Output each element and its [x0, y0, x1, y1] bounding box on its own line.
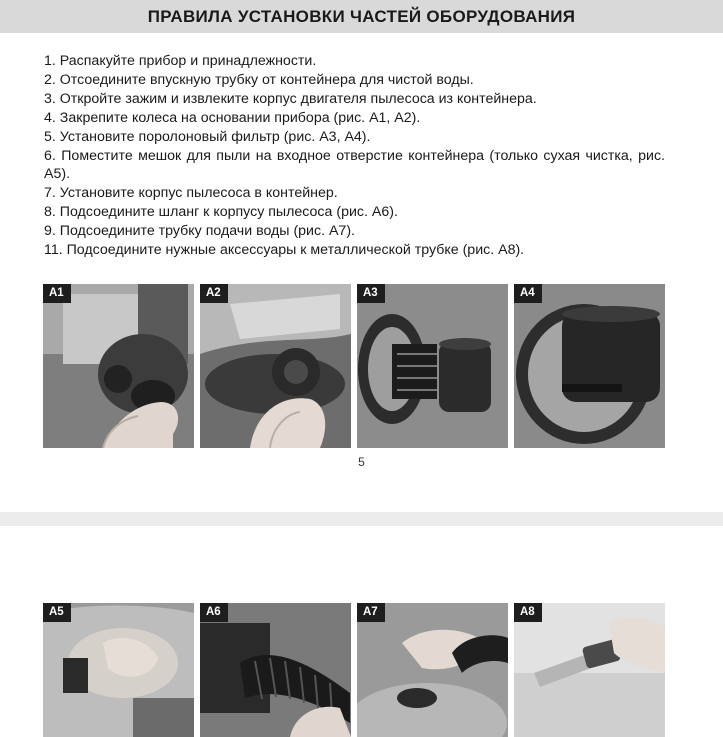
figure-a7 — [357, 603, 508, 737]
figure-a4 — [514, 284, 665, 448]
step-item: 9. Подсоедините трубку подачи воды (рис. А7). — [44, 223, 355, 240]
water-tube-photo — [357, 603, 508, 737]
foam-filter-photo — [357, 284, 508, 448]
hose-connect-photo — [200, 603, 351, 737]
page-title: ПРАВИЛА УСТАНОВКИ ЧАСТЕЙ ОБОРУДОВАНИЯ — [147, 6, 576, 26]
step-item: 4. Закрепите колеса на основании прибора (рис. А1, А2). — [44, 109, 421, 126]
step-item: 2. Отсоедините впускную трубку от контейнера для чистой воды. — [44, 71, 474, 88]
figure-row-top — [43, 284, 666, 448]
figure-label: А5 — [43, 603, 71, 622]
dust-bag-photo — [43, 603, 194, 737]
instruction-list — [44, 52, 665, 260]
accessory-photo — [514, 603, 665, 737]
page-number: 5 — [358, 455, 365, 469]
step-item: 3. Откройте зажим и извлеките корпус двигателя пылесоса из контейнера. — [44, 90, 537, 107]
figure-label: А6 — [200, 603, 228, 622]
step-item: 1. Распакуйте прибор и принадлежности. — [44, 53, 317, 69]
step-item: 11. Подсоедините нужные аксессуары к металлической трубке (рис. А8). — [44, 242, 525, 259]
figure-a2 — [200, 284, 351, 448]
figure-a5 — [43, 603, 194, 737]
title-band — [0, 0, 723, 33]
wheel-attach-photo — [43, 284, 194, 448]
figure-a8 — [514, 603, 665, 737]
figure-label: А7 — [357, 603, 385, 622]
figure-label: А8 — [514, 603, 542, 622]
figure-a3 — [357, 284, 508, 448]
step-item: 5. Установите поролоновый фильтр (рис. А3, А4). — [44, 128, 371, 145]
figure-label: А2 — [200, 284, 228, 303]
figure-label: А4 — [514, 284, 542, 303]
figure-label: А1 — [43, 284, 71, 303]
step-item: 7. Установите корпус пылесоса в контейнер. — [44, 185, 338, 202]
page-separator — [0, 512, 723, 526]
figure-label: А3 — [357, 284, 385, 303]
figure-a1 — [43, 284, 194, 448]
step-item: 8. Подсоедините шланг к корпусу пылесоса (рис. А6). — [44, 204, 398, 221]
figure-a6 — [200, 603, 351, 737]
step-item: 6. Поместите мешок для пыли на входное отверстие контейнера (только сухая чистка, рис. А5). — [44, 147, 665, 183]
wheel-attach-photo — [200, 284, 351, 448]
figure-row-bottom — [43, 603, 666, 737]
foam-filter-photo — [514, 284, 665, 448]
